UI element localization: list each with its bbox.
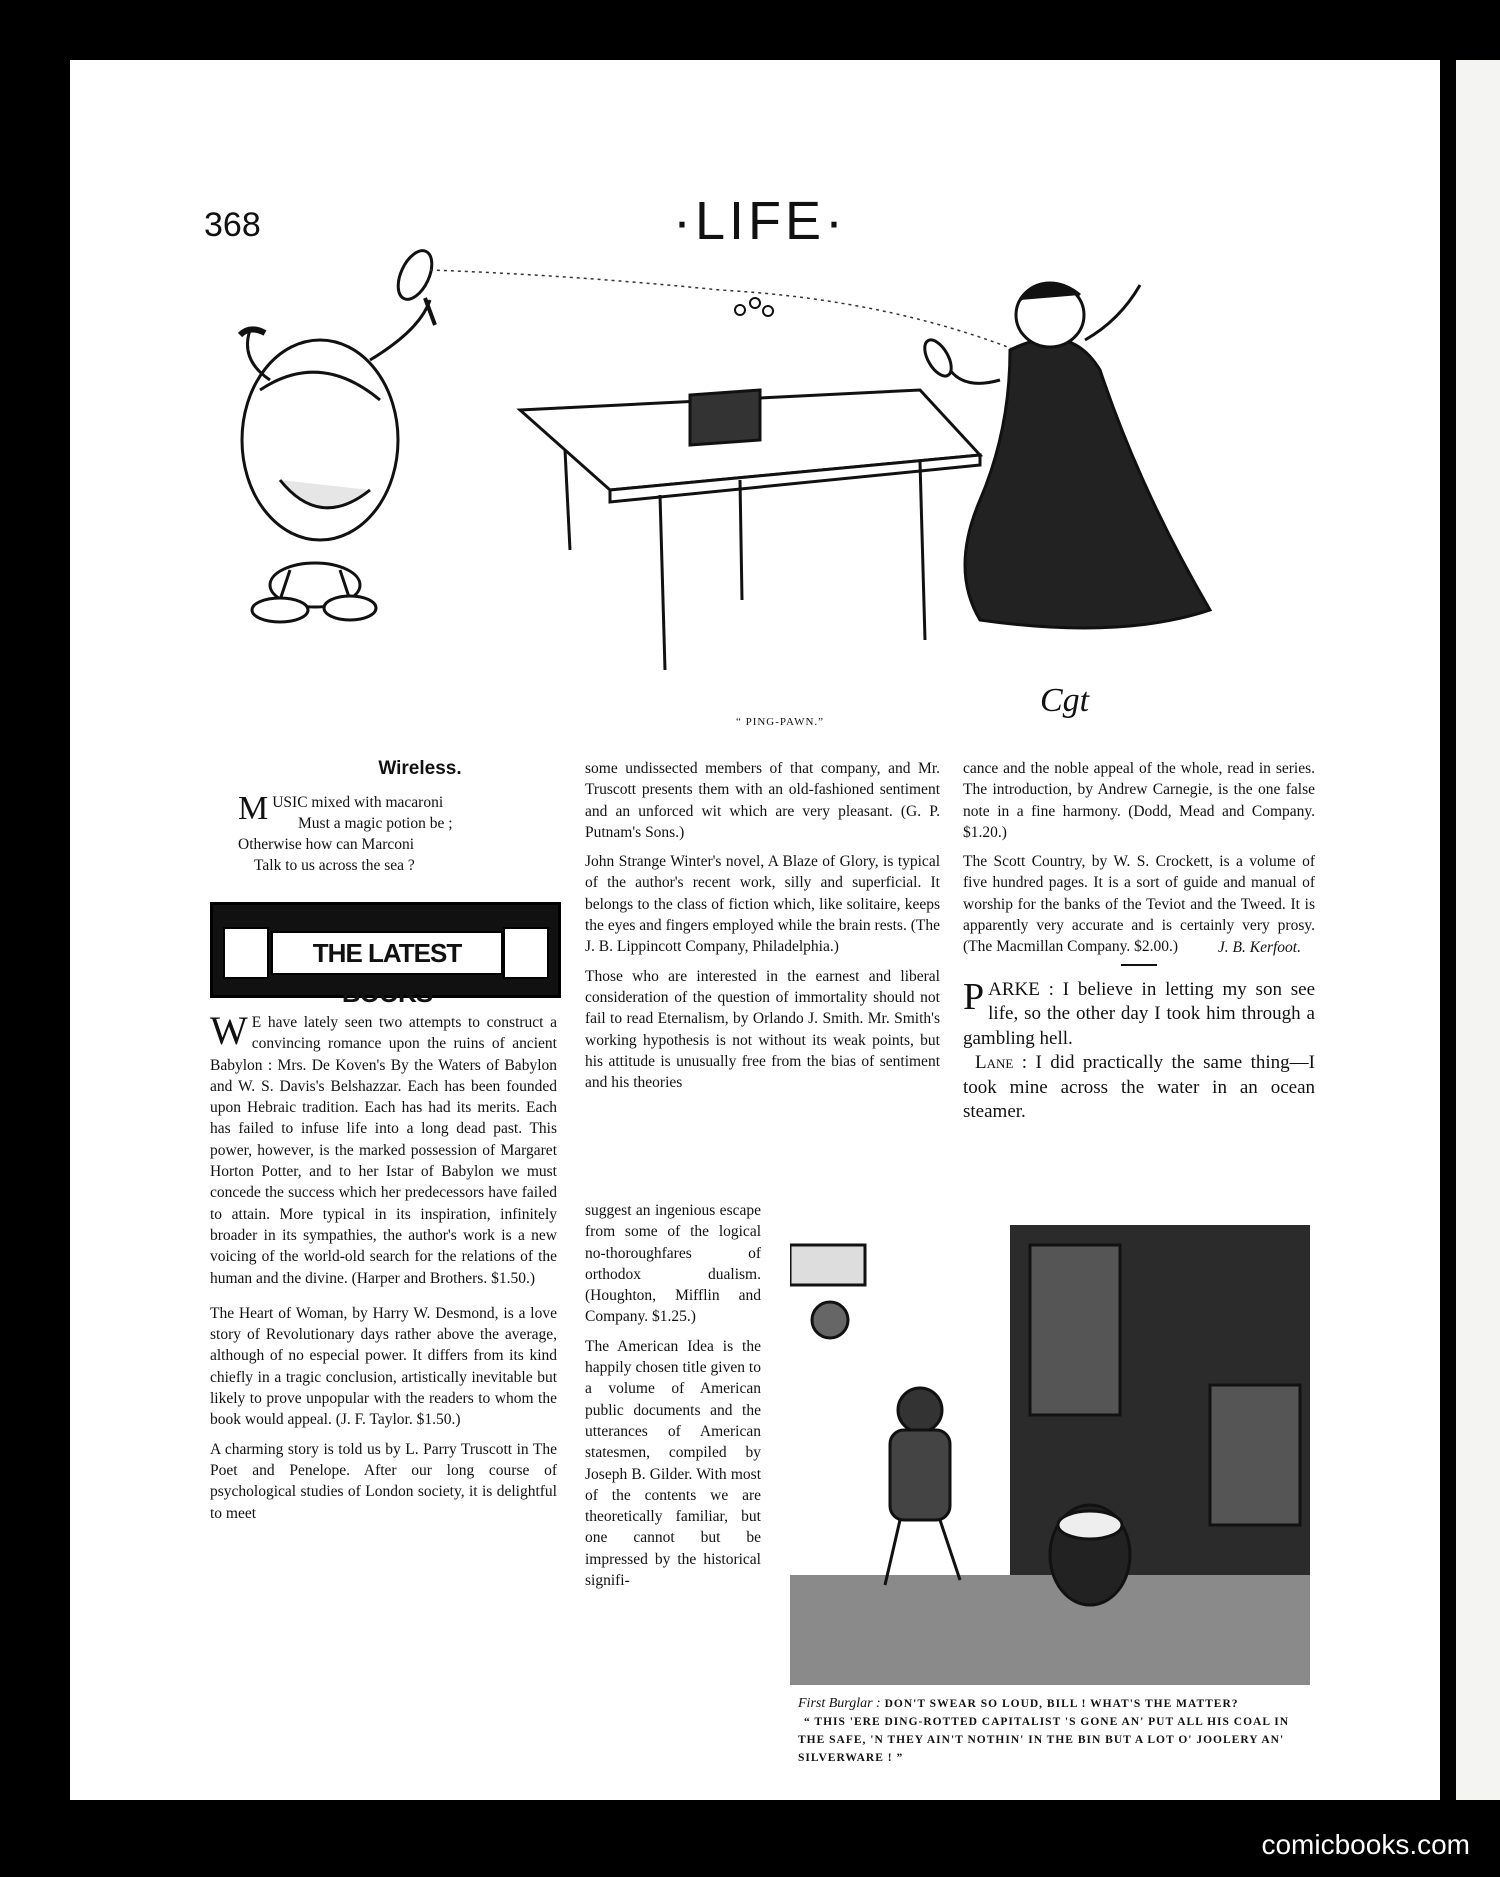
cartoon-caption: “ PING-PAWN.” xyxy=(735,716,825,728)
page-gutter xyxy=(1440,40,1454,1810)
burglar-illustration xyxy=(790,1225,1310,1685)
female-player-figure xyxy=(950,283,1210,628)
column-2 xyxy=(585,758,940,1093)
caption-line: “ THIS 'ERE DING-ROTTED CAPITALIST 'S GONE AN' PUT ALL HIS COAL IN THE SAFE, 'N THEY AIN'T NOTHIN' IN THE BIN BUT A LOT O' JOOLERY AN' SILVERWARE ! ” xyxy=(798,1716,1290,1764)
review-paragraph: The American Idea is the happily chosen title given to a volume of American public documents and the utterances of American statesmen, compiled by Joseph B. Gilder. With most of the contents we are theoretically familiar, but one cannot but be impressed by the historical signifi- xyxy=(585,1337,761,1590)
banner-title: THE LATEST BOOKS xyxy=(271,931,503,975)
caption-line: DON'T SWEAR SO LOUD, BILL ! WHAT'S THE MATTER? xyxy=(884,1698,1239,1710)
speaker-parke: ARKE : xyxy=(988,978,1054,1000)
poem-line: Talk to us across the sea ? xyxy=(254,857,415,874)
male-player-figure xyxy=(240,300,430,622)
paragraph-text: E have lately seen two attempts to construct a convincing romance upon the ruins of ancient Babylon : Mrs. De Koven's By the Waters of Babylon and W. S. Davis's Belshazzar. Each has been founded upon Hebraic tradition. Each has had its merits. Each has failed to infuse life into a long dead past. This power, however, is the marked possession of Margaret Horton Potter, and to her Istar of Babylon we must concede the success which her predecessors have failed to attain. More typical in its inspiration, infinitely broader in its sympathies, the author's work is a new voicing of the world-old search for the relations of the human and the divine. (Harper and Brothers. $1.50.) xyxy=(210,1014,557,1287)
page-number: 368 xyxy=(204,206,261,244)
facing-page-edge xyxy=(1456,60,1500,1800)
dialog-line: I did practically the same thing—I took mine across the water in an ocean steamer. xyxy=(963,1052,1316,1123)
book-crate-icon xyxy=(223,927,269,979)
drop-cap: P xyxy=(963,975,985,1018)
review-paragraph: John Strange Winter's novel, A Blaze of Glory, is typical of the author's recent work, silly and superficial. It belongs to the class of fiction which, like solitaire, keeps the eyes and fingers employed while the brain rests. (The J. B. Lippincott Company, Philadelphia.) xyxy=(585,853,940,956)
review-paragraph: The Scott Country, by W. S. Crockett, is a volume of five hundred pages. It is a sort of guide and manual of worship for the banks of the Teviot and the Tweed. It is apparently very accurate and is certainly very prosy. (The Macmillan Company. $2.00.) xyxy=(963,853,1315,956)
reviewer-signature: J. B. Kerfoot. xyxy=(1217,938,1301,956)
artist-signature: Cgt xyxy=(1040,682,1090,719)
poem-line: Must a magic potion be ; xyxy=(298,815,453,832)
ping-pong-table xyxy=(520,390,980,670)
column-3 xyxy=(963,758,1315,1125)
poem-line: Otherwise how can Marconi xyxy=(238,836,415,853)
review-paragraph: some undissected members of that company, and Mr. Truscott presents them with an old-fashioned sentiment and an unforced wit which are very pleasant. (G. P. Putnam's Sons.) xyxy=(585,760,940,841)
dialog-joke xyxy=(963,975,1316,1125)
poem xyxy=(238,792,558,876)
poem-initial: M xyxy=(238,790,269,827)
review-paragraph xyxy=(210,1008,557,1289)
masthead: ·LIFE· xyxy=(672,191,847,251)
review-paragraph: The Heart of Woman, by Harry W. Desmond, is a love story of Revolutionary days rather above the average, although of no especial power. It differs from its kind chiefly in a tragic conclusion, artistically inevitable but likely to prove unpopular with the readers to whom the book would appeal. (J. F. Taylor. $1.50.) xyxy=(210,1304,557,1429)
divider xyxy=(1121,964,1157,966)
section-banner xyxy=(210,902,561,1008)
burglar-caption xyxy=(798,1695,1303,1767)
review-paragraph: suggest an ingenious escape from some of the logical no-thoroughfares of orthodox dualism. (Houghton, Mifflin and Company. $1.25.) xyxy=(585,1202,761,1326)
poem-title: Wireless. xyxy=(378,758,462,779)
speaker-lane: Lane : xyxy=(975,1052,1028,1074)
review-paragraph: Those who are interested in the earnest and liberal consideration of the question of immortality should not fail to read Eternalism, by Orlando J. Smith. Mr. Smith's working hypothesis is not without its weak points, but his attitude is unusually free from the bias of sentiment and his theories xyxy=(585,967,940,1092)
site-watermark: comicbooks.com xyxy=(1261,1829,1470,1860)
ball-trajectory-line xyxy=(430,270,1040,360)
dialog-line: I believe in letting my son see life, so the other day I took him through a gambling hell. xyxy=(963,978,1316,1049)
coal-scuttle-icon xyxy=(1050,1505,1130,1605)
drop-cap: W xyxy=(210,1008,248,1053)
column-1 xyxy=(210,1008,557,1532)
column-2-narrow xyxy=(585,1200,761,1599)
book-crate-icon xyxy=(503,927,549,979)
caption-speaker: First Burglar : xyxy=(798,1696,881,1711)
ping-pong-illustration xyxy=(220,240,1330,710)
ping-pong-balls-icon xyxy=(735,298,773,316)
open-safe-icon xyxy=(1210,1385,1300,1525)
paddle-icon xyxy=(919,336,956,381)
poem-line: USIC mixed with macaroni xyxy=(272,794,444,811)
review-paragraph: A charming story is told us by L. Parry Truscott in The Poet and Penelope. After our long course of psychological studies of London society, it is delightful to meet xyxy=(210,1440,557,1522)
paddle-icon xyxy=(391,246,438,325)
review-paragraph: cance and the noble appeal of the whole, read in series. The introduction, by Andrew Carnegie, is the one false note in a fine harmony. (Dodd, Mead and Company. $1.20.) xyxy=(963,760,1315,841)
